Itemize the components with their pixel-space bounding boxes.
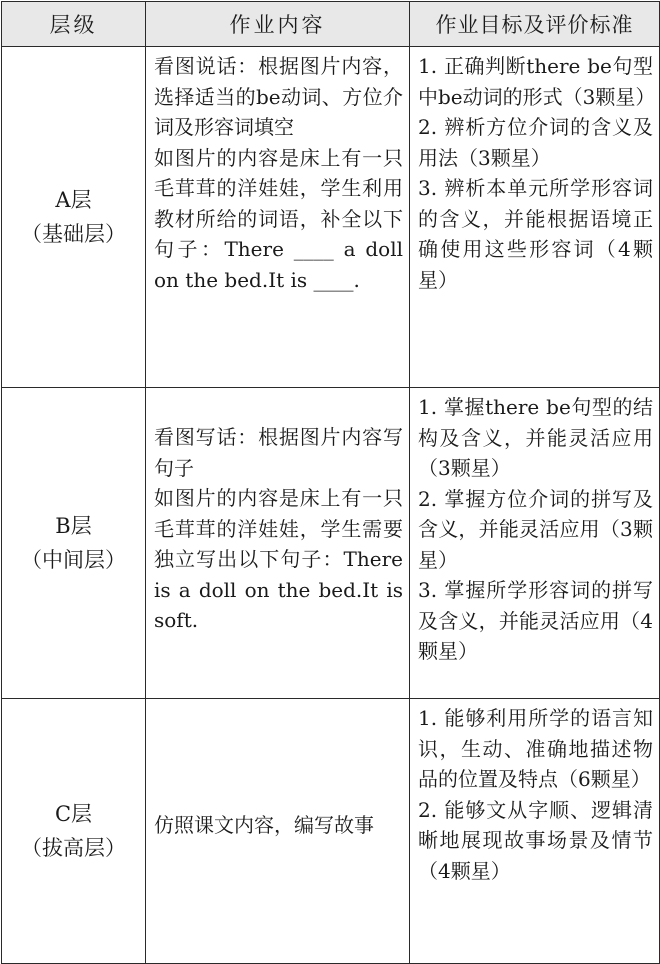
table-row-a [2,47,660,388]
goal-a-2: 2. 辨析方位介词的含义及用法（3颗星） [418,115,653,170]
content-cell-b [146,388,410,699]
level-name-a: A层 [55,188,92,212]
table-header-row [2,2,660,47]
level-sub-a: （基础层） [21,222,126,246]
level-name-c: C层 [54,802,93,826]
content-task-c: 仿照课文内容，编写故事 [154,812,374,837]
goal-b-3: 3. 掌握所学形容词的拼写及含义，并能灵活应用（4颗星） [418,578,653,663]
content-example-b: 如图片的内容是床上有一只毛茸茸的洋娃娃，学生需要独立写出以下句子：There is a doll on the bed.It is soft. [154,486,403,632]
level-cell-a [2,47,146,388]
level-name-b: B层 [55,514,92,538]
homework-table [1,1,660,964]
content-task-b: 看图写话：根据图片内容写句子 [154,425,403,480]
header-content: 作业内容 [146,2,410,47]
goal-a-1: 1. 正确判断there be句型中be动词的形式（3颗星） [418,54,656,109]
content-cell-a [146,47,410,388]
goals-cell-a [410,47,660,388]
goal-b-1: 1. 掌握there be句型的结构及含义，并能灵活应用（3颗星） [418,395,653,480]
level-cell-b [2,388,146,699]
goals-cell-b [410,388,660,699]
level-cell-c [2,699,146,964]
header-goals: 作业目标及评价标准 [410,2,660,47]
goal-a-3: 3. 辨析本单元所学形容词的含义，并能根据语境正确使用这些形容词（4颗星） [418,176,653,292]
goal-b-2: 2. 掌握方位介词的拼写及含义，并能灵活应用（3颗星） [418,486,653,572]
content-cell-c [146,699,410,964]
content-task-a: 看图说话：根据图片内容，选择适当的be动词、方位介词及形容词填空 [154,54,403,139]
level-sub-b: （中间层） [21,548,126,572]
goal-c-1: 1. 能够利用所学的语言知识，生动、准确地描述物品的位置及特点（6颗星） [418,706,653,791]
content-example-a: 如图片的内容是床上有一只毛茸茸的洋娃娃，学生利用教材所给的词语，补全以下句子：There ____ a doll on the bed.It is ____. [154,145,403,292]
header-level: 层级 [2,2,146,47]
goal-c-2: 2. 能够文从字顺、逻辑清晰地展现故事场景及情节（4颗星） [418,797,653,883]
table-row-b [2,388,660,699]
table-row-c [2,699,660,964]
goals-cell-c [410,699,660,964]
level-sub-c: （拔高层） [21,836,126,860]
